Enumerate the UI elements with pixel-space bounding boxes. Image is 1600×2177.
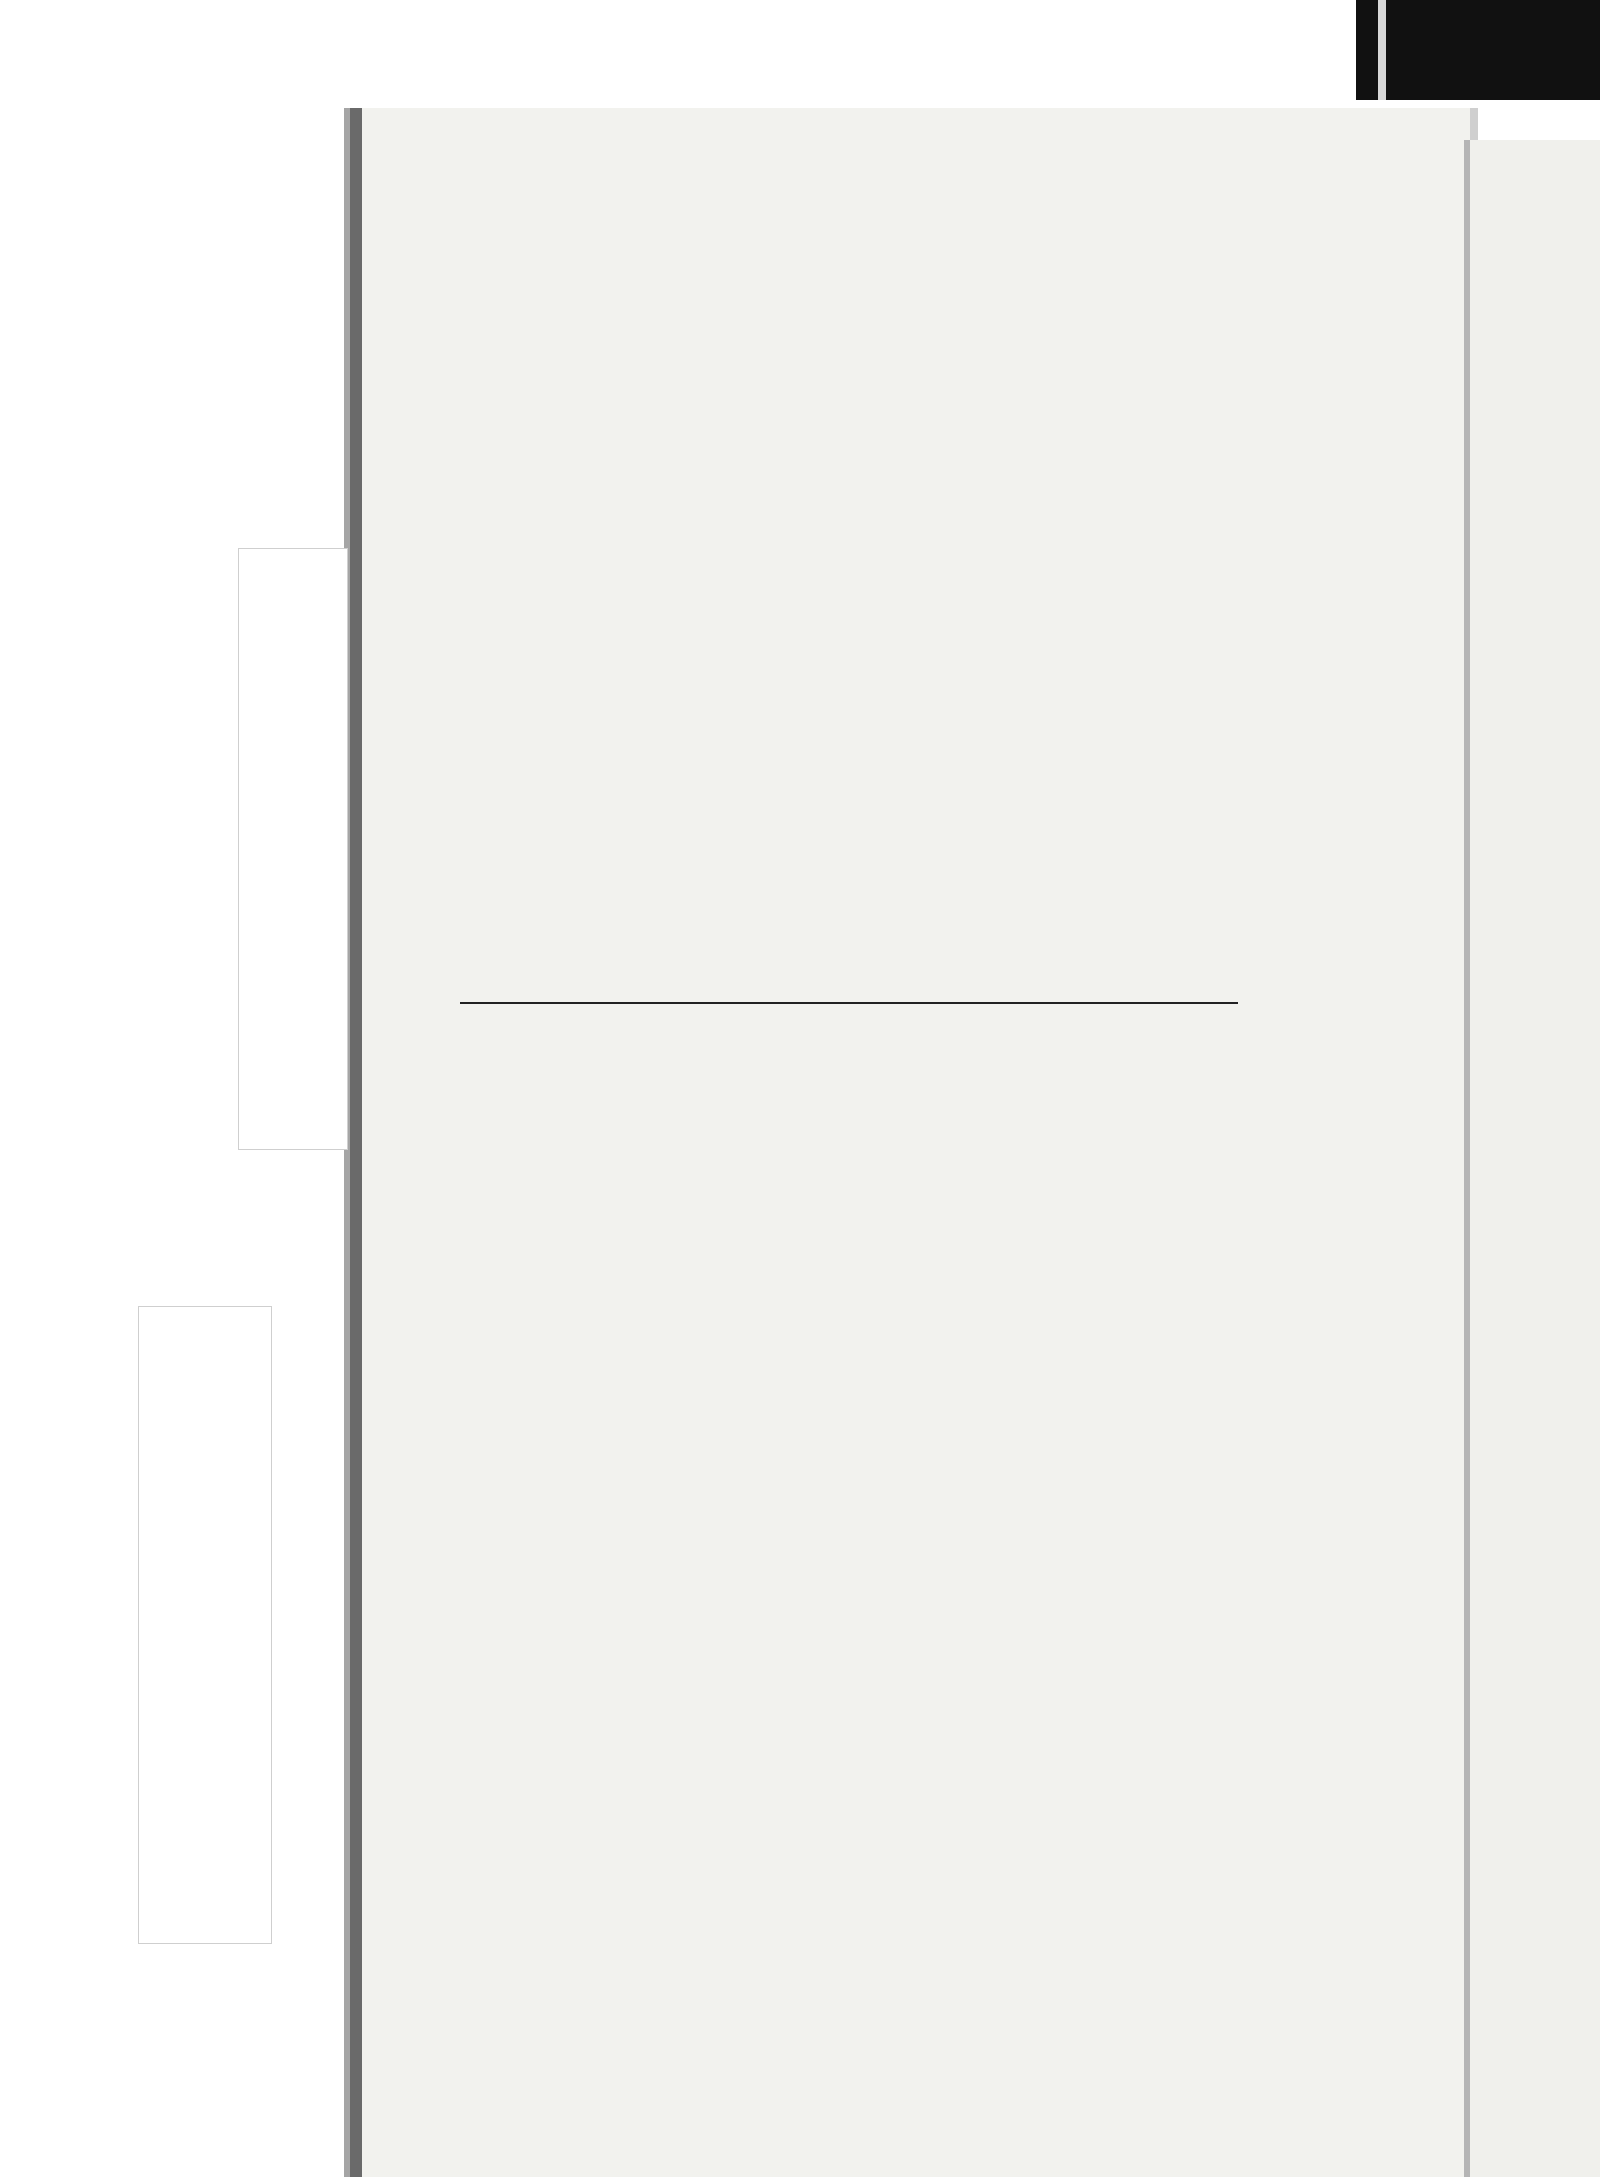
bleed-through-label	[138, 1306, 272, 1944]
section-divider	[460, 1002, 1238, 1004]
document-page	[350, 108, 1470, 2177]
strip-bar	[1356, 0, 1378, 100]
top-dark-strip	[1356, 0, 1600, 100]
soiled-document-label	[238, 548, 348, 1150]
right-page-fragment	[1464, 140, 1600, 2177]
strip-gap	[1378, 0, 1386, 100]
strip-bar	[1386, 0, 1600, 100]
